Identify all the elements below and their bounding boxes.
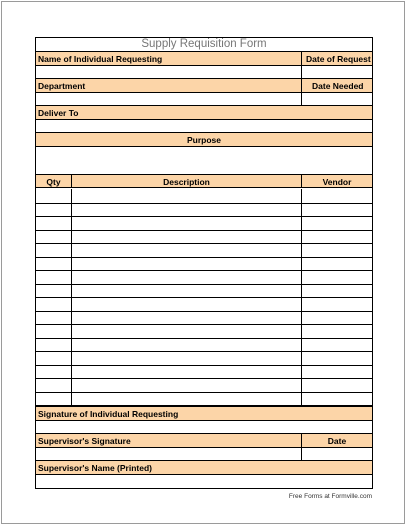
qty-cell[interactable]	[36, 325, 71, 338]
vendor-cell[interactable]	[301, 204, 372, 217]
table-row	[36, 311, 372, 325]
description-cell[interactable]	[71, 285, 301, 298]
qty-cell[interactable]	[36, 366, 71, 379]
description-cell[interactable]	[71, 189, 301, 203]
col-vendor: Vendor	[322, 177, 352, 187]
qty-cell[interactable]	[36, 189, 71, 203]
date-request-field[interactable]	[301, 66, 372, 78]
department-field[interactable]	[36, 93, 301, 105]
description-cell[interactable]	[71, 393, 301, 406]
name-input-row[interactable]	[36, 65, 372, 78]
vendor-cell[interactable]	[301, 285, 372, 298]
vendor-cell[interactable]	[301, 258, 372, 271]
table-row	[36, 392, 372, 406]
department-input-row[interactable]	[36, 92, 372, 105]
supervisor-name-field[interactable]	[36, 474, 372, 488]
vendor-cell[interactable]	[301, 217, 372, 230]
date-needed-label: Date Needed	[312, 81, 364, 91]
table-row	[36, 351, 372, 365]
qty-cell[interactable]	[36, 258, 71, 271]
vendor-cell[interactable]	[301, 379, 372, 392]
description-cell[interactable]	[71, 258, 301, 271]
table-row	[36, 257, 372, 271]
description-cell[interactable]	[71, 271, 301, 284]
name-label: Name of Individual Requesting	[38, 54, 163, 64]
table-row	[36, 338, 372, 352]
qty-cell[interactable]	[36, 339, 71, 352]
name-header-row	[36, 51, 372, 65]
requisition-form	[35, 37, 373, 489]
description-cell[interactable]	[71, 339, 301, 352]
vendor-cell[interactable]	[301, 244, 372, 257]
signature-field[interactable]	[36, 420, 372, 433]
table-row	[36, 189, 372, 203]
date-field[interactable]	[301, 448, 372, 460]
description-cell[interactable]	[71, 325, 301, 338]
signature-header-row	[36, 406, 372, 420]
form-title: Supply Requisition Form	[141, 38, 267, 50]
signature-label: Signature of Individual Requesting	[38, 409, 179, 419]
deliver-to-header-row	[36, 105, 372, 119]
table-row	[36, 284, 372, 298]
name-field[interactable]	[36, 66, 301, 78]
vendor-cell[interactable]	[301, 189, 372, 203]
department-header-row	[36, 78, 372, 92]
description-cell[interactable]	[71, 312, 301, 325]
table-row	[36, 203, 372, 217]
description-cell[interactable]	[71, 217, 301, 230]
description-cell[interactable]	[71, 231, 301, 244]
purpose-field[interactable]	[36, 146, 372, 174]
qty-cell[interactable]	[36, 244, 71, 257]
deliver-to-label: Deliver To	[38, 108, 79, 118]
supervisor-sig-header-row	[36, 433, 372, 447]
vendor-cell[interactable]	[301, 393, 372, 406]
qty-cell[interactable]	[36, 204, 71, 217]
table-row	[36, 378, 372, 392]
vendor-cell[interactable]	[301, 231, 372, 244]
vendor-cell[interactable]	[301, 271, 372, 284]
items-header-row	[36, 174, 372, 188]
description-cell[interactable]	[71, 352, 301, 365]
description-cell[interactable]	[71, 379, 301, 392]
footer-credit: Free Forms at Formville.com	[288, 493, 372, 500]
purpose-header-row	[36, 132, 372, 146]
qty-cell[interactable]	[36, 393, 71, 406]
description-cell[interactable]	[71, 366, 301, 379]
qty-cell[interactable]	[36, 298, 71, 311]
qty-cell[interactable]	[36, 231, 71, 244]
table-row	[36, 297, 372, 311]
deliver-to-field[interactable]	[36, 119, 372, 132]
supervisor-sig-field[interactable]	[36, 448, 301, 460]
table-row	[36, 365, 372, 379]
table-row	[36, 230, 372, 244]
vendor-cell[interactable]	[301, 312, 372, 325]
vendor-cell[interactable]	[301, 339, 372, 352]
qty-cell[interactable]	[36, 352, 71, 365]
date-label: Date	[327, 436, 347, 446]
qty-cell[interactable]	[36, 285, 71, 298]
table-row	[36, 324, 372, 338]
description-cell[interactable]	[71, 244, 301, 257]
table-row	[36, 216, 372, 230]
col-description: Description	[163, 177, 210, 187]
date-request-label: Date of Request	[306, 54, 371, 64]
vendor-cell[interactable]	[301, 325, 372, 338]
qty-cell[interactable]	[36, 271, 71, 284]
col-qty: Qty	[46, 177, 61, 187]
supervisor-sig-input-row[interactable]	[36, 447, 372, 460]
description-cell[interactable]	[71, 204, 301, 217]
table-row	[36, 243, 372, 257]
vendor-cell[interactable]	[301, 366, 372, 379]
supervisor-name-label: Supervisor's Name (Printed)	[38, 463, 152, 473]
supervisor-sig-label: Supervisor's Signature	[38, 436, 131, 446]
qty-cell[interactable]	[36, 379, 71, 392]
date-needed-field[interactable]	[301, 93, 372, 105]
supervisor-name-header-row	[36, 460, 372, 474]
department-label: Department	[38, 81, 86, 91]
vendor-cell[interactable]	[301, 352, 372, 365]
qty-cell[interactable]	[36, 217, 71, 230]
vendor-cell[interactable]	[301, 298, 372, 311]
qty-cell[interactable]	[36, 312, 71, 325]
items-table-body	[36, 189, 372, 408]
table-row	[36, 270, 372, 284]
description-cell[interactable]	[71, 298, 301, 311]
purpose-label: Purpose	[186, 135, 221, 145]
